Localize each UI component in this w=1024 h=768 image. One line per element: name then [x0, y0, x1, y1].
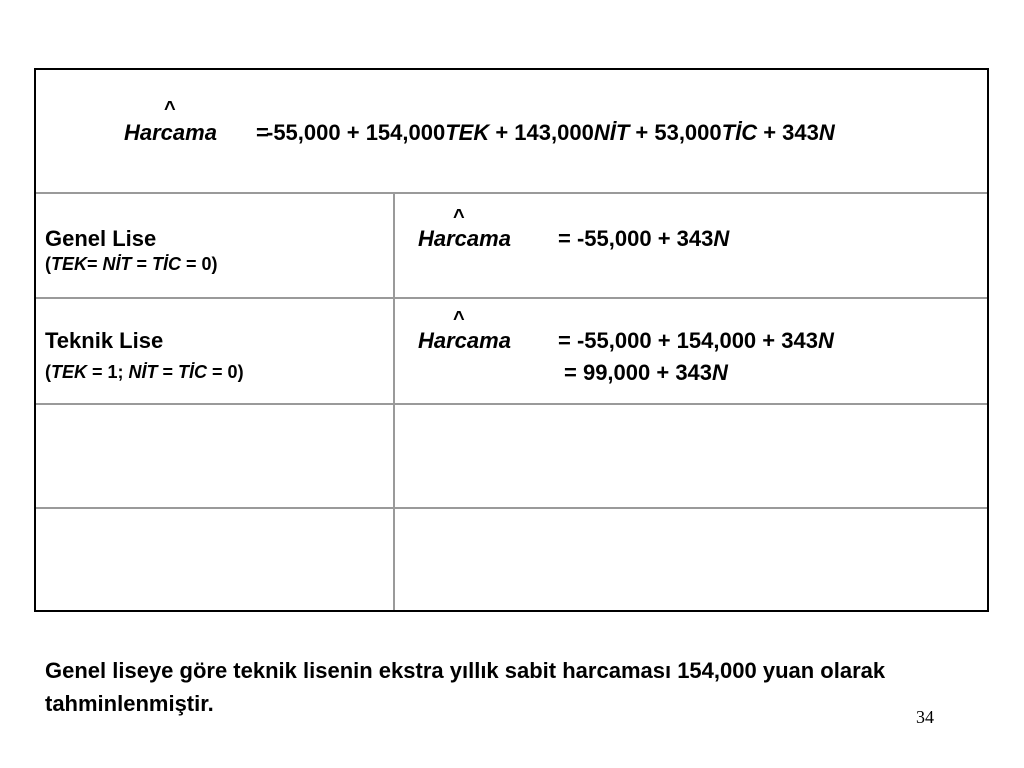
- table-divider: [36, 507, 987, 509]
- equation-term: =: [131, 254, 153, 274]
- equation-term: N: [818, 120, 835, 145]
- table-divider: [36, 297, 987, 299]
- equation-term: TİC: [721, 120, 758, 145]
- hat-symbol: ^: [453, 206, 465, 228]
- equation-term: + 343: [757, 120, 819, 145]
- row-condition-teknik-lise: [45, 362, 244, 383]
- row-label-teknik-lise: Teknik Lise: [45, 328, 164, 353]
- hat-symbol: ^: [453, 308, 465, 330]
- equation-term: = 99,000 + 343: [564, 360, 713, 385]
- table-divider: [36, 192, 987, 194]
- table-divider: [36, 403, 987, 405]
- equation-term: = 0): [181, 254, 218, 274]
- equation-term: = 1;: [87, 362, 129, 382]
- genel-lise-equation-rhs: [558, 226, 729, 252]
- equation-term: N: [817, 328, 834, 353]
- equation-term: NİT: [593, 120, 630, 145]
- row-label-genel-lise: Genel Lise: [45, 226, 157, 251]
- header-equation-rhs: [266, 120, 835, 146]
- footer-conclusion: Genel liseye göre teknik lisenin ekstra yıllık sabit harcaması 154,000 yuan olarak tahminlenmiştir.: [45, 658, 886, 716]
- regression-table: [34, 68, 989, 612]
- equation-term: N: [712, 360, 728, 385]
- equation-term: + 53,000: [629, 120, 722, 145]
- hat-symbol: ^: [164, 98, 176, 120]
- equation-term: =: [157, 362, 179, 382]
- equation-term: + 143,000: [489, 120, 594, 145]
- equation-term: TİC: [152, 254, 182, 274]
- equation-term: = 0): [207, 362, 244, 382]
- header-equation-equals: =: [256, 120, 269, 145]
- equation-term: NİT: [128, 362, 158, 382]
- equation-term: TEK: [51, 254, 87, 274]
- equation-term: =: [87, 254, 103, 274]
- header-equation-lhs: Harcama: [124, 120, 217, 145]
- row-condition-genel-lise: [45, 254, 218, 275]
- equation-term: (: [45, 362, 51, 382]
- teknik-lise-equation-rhs: [558, 328, 834, 354]
- equation-term: TEK: [51, 362, 87, 382]
- equation-term: N: [713, 226, 730, 251]
- table-column-divider: [393, 192, 395, 610]
- equation-term: = -55,000 + 154,000 + 343: [558, 328, 818, 353]
- equation-term: TİC: [178, 362, 208, 382]
- equation-term: (: [45, 254, 51, 274]
- equation-term: NİT: [102, 254, 132, 274]
- genel-lise-equation-lhs: Harcama: [418, 226, 511, 251]
- teknik-lise-equation-simplified: [564, 360, 728, 386]
- equation-term: -55,000 + 154,000: [266, 120, 446, 145]
- equation-term: TEK: [445, 120, 490, 145]
- teknik-lise-equation-lhs: Harcama: [418, 328, 511, 353]
- equation-term: = -55,000 + 343: [558, 226, 714, 251]
- page-number: 34: [916, 707, 934, 727]
